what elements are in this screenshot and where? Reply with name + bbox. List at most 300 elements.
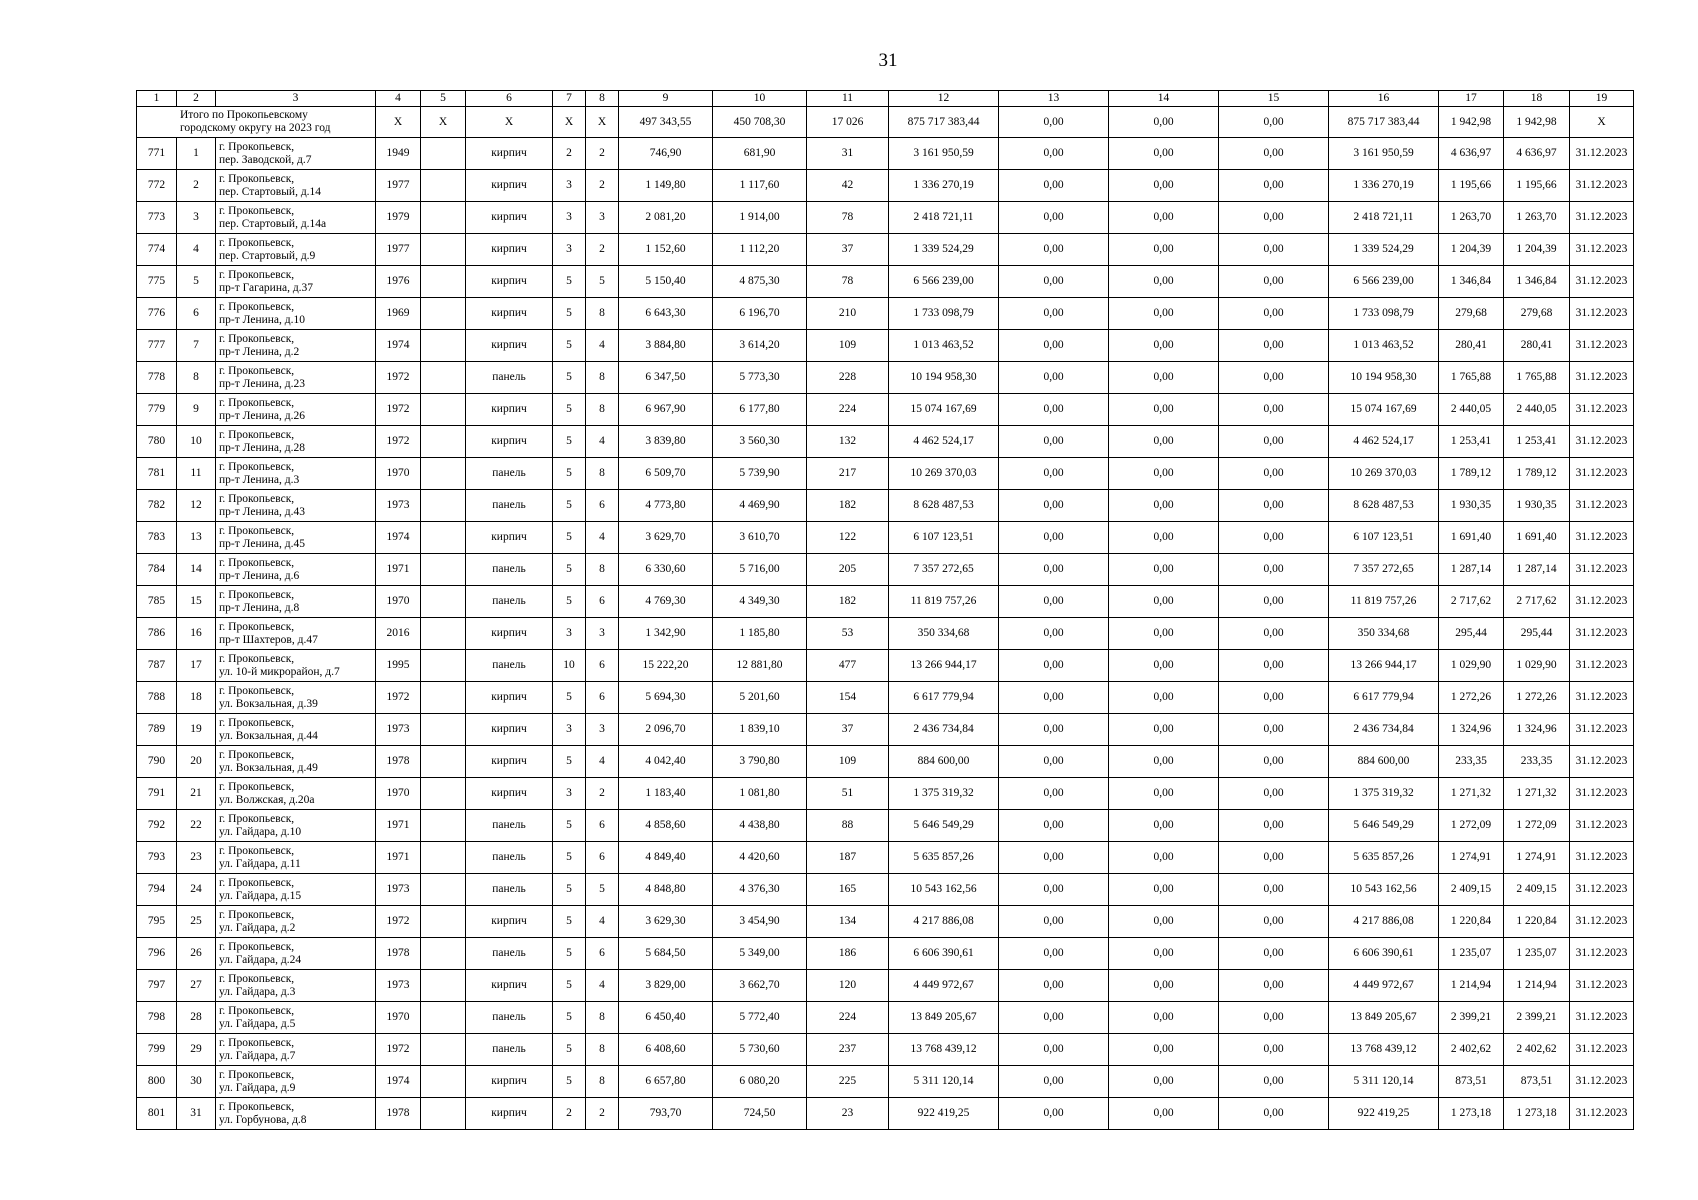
year-cell: 1970 <box>376 1002 421 1034</box>
col16-cell: 6 617 779,94 <box>1329 682 1439 714</box>
entrances-cell: 8 <box>586 1002 619 1034</box>
col16-cell: 1 336 270,19 <box>1329 170 1439 202</box>
material-cell: панель <box>466 842 553 874</box>
total-area-cell: 4 042,40 <box>619 746 713 778</box>
living-area-cell: 5 773,30 <box>713 362 807 394</box>
row-number-cell: 779 <box>137 394 177 426</box>
col15-cell: 0,00 <box>1219 682 1329 714</box>
col15-cell: 0,00 <box>1219 490 1329 522</box>
col15-cell: 0,00 <box>1219 778 1329 810</box>
material-cell: кирпич <box>466 778 553 810</box>
col18-cell: 280,41 <box>1504 330 1570 362</box>
cost-cell: 10 194 958,30 <box>889 362 999 394</box>
date-cell: 31.12.2023 <box>1570 490 1634 522</box>
residents-cell: 165 <box>807 874 889 906</box>
col15-cell: 0,00 <box>1219 650 1329 682</box>
total-area-cell: 1 152,60 <box>619 234 713 266</box>
address-cell <box>216 1098 376 1130</box>
address-street: ул. Гайдара, д.24 <box>219 953 302 966</box>
local-number-cell: 8 <box>177 362 216 394</box>
column5-cell <box>421 298 466 330</box>
col13-cell: 0,00 <box>999 682 1109 714</box>
col18-cell: 233,35 <box>1504 746 1570 778</box>
address-cell <box>216 1002 376 1034</box>
total-area-cell: 5 684,50 <box>619 938 713 970</box>
row-number-cell: 782 <box>137 490 177 522</box>
address-city: г. Прокопьевск, <box>219 1068 295 1081</box>
material-cell: панель <box>466 554 553 586</box>
address-city: г. Прокопьевск, <box>219 204 295 217</box>
row-number-cell: 772 <box>137 170 177 202</box>
living-area-cell: 3 790,80 <box>713 746 807 778</box>
date-cell: 31.12.2023 <box>1570 138 1634 170</box>
column-number-row <box>137 91 1634 107</box>
table-row <box>137 1002 1634 1034</box>
total-label-cell <box>137 107 376 138</box>
entrances-cell: 6 <box>586 490 619 522</box>
col17-cell: 1 287,14 <box>1439 554 1504 586</box>
floors-cell: 3 <box>553 170 586 202</box>
column5-cell <box>421 714 466 746</box>
entrances-cell: 5 <box>586 266 619 298</box>
address-street: пр-т Ленина, д.43 <box>219 505 306 518</box>
local-number-cell: 26 <box>177 938 216 970</box>
col18-cell: 1 272,26 <box>1504 682 1570 714</box>
column-header: 1 <box>137 91 177 107</box>
column-header: 7 <box>553 91 586 107</box>
cost-cell: 6 566 239,00 <box>889 266 999 298</box>
col16-cell: 2 418 721,11 <box>1329 202 1439 234</box>
col18-cell: 1 195,66 <box>1504 170 1570 202</box>
column5-cell <box>421 682 466 714</box>
address-street: ул. Гайдара, д.15 <box>219 889 302 902</box>
total-area-cell: 3 829,00 <box>619 970 713 1002</box>
residents-cell: 224 <box>807 1002 889 1034</box>
year-cell: 1974 <box>376 1066 421 1098</box>
floors-cell: 5 <box>553 874 586 906</box>
column-header: 2 <box>177 91 216 107</box>
local-number-cell: 2 <box>177 170 216 202</box>
address-city: г. Прокопьевск, <box>219 1004 295 1017</box>
entrances-cell: 2 <box>586 234 619 266</box>
address-city: г. Прокопьевск, <box>219 300 295 313</box>
cost-cell: 4 449 972,67 <box>889 970 999 1002</box>
col14-cell: 0,00 <box>1109 586 1219 618</box>
local-number-cell: 10 <box>177 426 216 458</box>
entrances-cell: 2 <box>586 778 619 810</box>
year-cell: 1977 <box>376 170 421 202</box>
total-area-cell: 6 643,30 <box>619 298 713 330</box>
address-street: ул. Вокзальная, д.49 <box>219 761 318 774</box>
col14-cell: 0,00 <box>1109 938 1219 970</box>
col18-cell: 2 440,05 <box>1504 394 1570 426</box>
entrances-cell: 6 <box>586 938 619 970</box>
col16-cell: 13 768 439,12 <box>1329 1034 1439 1066</box>
material-cell: кирпич <box>466 522 553 554</box>
material-cell: кирпич <box>466 906 553 938</box>
col13-cell: 0,00 <box>999 266 1109 298</box>
address-street: пер. Заводской, д.7 <box>219 153 312 166</box>
residents-cell: 154 <box>807 682 889 714</box>
date-cell: 31.12.2023 <box>1570 618 1634 650</box>
local-number-cell: 16 <box>177 618 216 650</box>
address-city: г. Прокопьевск, <box>219 876 295 889</box>
local-number-cell: 29 <box>177 1034 216 1066</box>
total-area-cell: 3 629,70 <box>619 522 713 554</box>
living-area-cell: 4 438,80 <box>713 810 807 842</box>
date-cell: 31.12.2023 <box>1570 1066 1634 1098</box>
col16-cell: 4 462 524,17 <box>1329 426 1439 458</box>
floors-cell: 2 <box>553 1098 586 1130</box>
col13-cell: 0,00 <box>999 714 1109 746</box>
table-row <box>137 490 1634 522</box>
table-row <box>137 970 1634 1002</box>
total-label-line2: городскому округу на 2023 год <box>180 122 331 134</box>
living-area-cell: 3 614,20 <box>713 330 807 362</box>
col18-cell: 1 324,96 <box>1504 714 1570 746</box>
floors-cell: 5 <box>553 810 586 842</box>
address-city: г. Прокопьевск, <box>219 556 295 569</box>
table-row <box>137 138 1634 170</box>
col14-cell: 0,00 <box>1109 874 1219 906</box>
address-cell <box>216 554 376 586</box>
residents-cell: 37 <box>807 714 889 746</box>
address-street: ул. Гайдара, д.11 <box>219 857 301 870</box>
table-row <box>137 810 1634 842</box>
total-area-cell: 6 509,70 <box>619 458 713 490</box>
total-area-cell: 5 150,40 <box>619 266 713 298</box>
col18-cell: 2 409,15 <box>1504 874 1570 906</box>
column-header: 5 <box>421 91 466 107</box>
living-area-cell: 4 420,60 <box>713 842 807 874</box>
col17-cell: 1 272,26 <box>1439 682 1504 714</box>
col18-cell: 1 271,32 <box>1504 778 1570 810</box>
total-area-cell: 3 884,80 <box>619 330 713 362</box>
material-cell: кирпич <box>466 714 553 746</box>
address-street: ул. Гайдара, д.9 <box>219 1081 296 1094</box>
table-row <box>137 586 1634 618</box>
address-street: ул. Вокзальная, д.44 <box>219 729 318 742</box>
cost-cell: 1 013 463,52 <box>889 330 999 362</box>
col13-cell: 0,00 <box>999 1034 1109 1066</box>
living-area-cell: 12 881,80 <box>713 650 807 682</box>
col15-cell: 0,00 <box>1219 874 1329 906</box>
date-cell: 31.12.2023 <box>1570 298 1634 330</box>
entrances-cell: 8 <box>586 394 619 426</box>
address-city: г. Прокопьевск, <box>219 780 295 793</box>
entrances-cell: 3 <box>586 618 619 650</box>
residents-cell: 187 <box>807 842 889 874</box>
col15-cell: 0,00 <box>1219 810 1329 842</box>
table-row <box>137 554 1634 586</box>
residents-cell: 37 <box>807 234 889 266</box>
col16-cell: 5 311 120,14 <box>1329 1066 1439 1098</box>
year-cell: 1970 <box>376 586 421 618</box>
total-area-cell: 2 096,70 <box>619 714 713 746</box>
address-cell <box>216 170 376 202</box>
total-cell: 875 717 383,44 <box>1329 107 1439 138</box>
material-cell: кирпич <box>466 266 553 298</box>
address-cell <box>216 938 376 970</box>
living-area-cell: 681,90 <box>713 138 807 170</box>
table-row <box>137 458 1634 490</box>
address-street: ул. Гайдара, д.2 <box>219 921 296 934</box>
local-number-cell: 30 <box>177 1066 216 1098</box>
cost-cell: 1 375 319,32 <box>889 778 999 810</box>
col17-cell: 2 402,62 <box>1439 1034 1504 1066</box>
col14-cell: 0,00 <box>1109 266 1219 298</box>
page-number: 31 <box>878 50 898 71</box>
address-street: ул. Вокзальная, д.39 <box>219 697 318 710</box>
col15-cell: 0,00 <box>1219 298 1329 330</box>
total-cell: 875 717 383,44 <box>889 107 999 138</box>
cost-cell: 2 436 734,84 <box>889 714 999 746</box>
col16-cell: 15 074 167,69 <box>1329 394 1439 426</box>
column-header: 10 <box>713 91 807 107</box>
row-number-cell: 771 <box>137 138 177 170</box>
col14-cell: 0,00 <box>1109 618 1219 650</box>
material-cell: кирпич <box>466 330 553 362</box>
col16-cell: 6 606 390,61 <box>1329 938 1439 970</box>
local-number-cell: 18 <box>177 682 216 714</box>
local-number-cell: 19 <box>177 714 216 746</box>
living-area-cell: 5 349,00 <box>713 938 807 970</box>
year-cell: 1970 <box>376 458 421 490</box>
address-cell <box>216 810 376 842</box>
living-area-cell: 5 730,60 <box>713 1034 807 1066</box>
address-street: ул. Горбунова, д.8 <box>219 1113 307 1126</box>
floors-cell: 10 <box>553 650 586 682</box>
col14-cell: 0,00 <box>1109 810 1219 842</box>
col13-cell: 0,00 <box>999 138 1109 170</box>
table-row <box>137 202 1634 234</box>
floors-cell: 5 <box>553 586 586 618</box>
date-cell: 31.12.2023 <box>1570 458 1634 490</box>
total-cell: 0,00 <box>999 107 1109 138</box>
material-cell: кирпич <box>466 970 553 1002</box>
entrances-cell: 8 <box>586 362 619 394</box>
col13-cell: 0,00 <box>999 778 1109 810</box>
col16-cell: 7 357 272,65 <box>1329 554 1439 586</box>
col17-cell: 1 274,91 <box>1439 842 1504 874</box>
column5-cell <box>421 554 466 586</box>
residents-cell: 134 <box>807 906 889 938</box>
local-number-cell: 6 <box>177 298 216 330</box>
material-cell: панель <box>466 490 553 522</box>
floors-cell: 2 <box>553 138 586 170</box>
col15-cell: 0,00 <box>1219 266 1329 298</box>
residents-cell: 109 <box>807 330 889 362</box>
col13-cell: 0,00 <box>999 970 1109 1002</box>
col13-cell: 0,00 <box>999 490 1109 522</box>
col16-cell: 1 375 319,32 <box>1329 778 1439 810</box>
col17-cell: 1 273,18 <box>1439 1098 1504 1130</box>
cost-cell: 4 217 886,08 <box>889 906 999 938</box>
entrances-cell: 6 <box>586 650 619 682</box>
col13-cell: 0,00 <box>999 458 1109 490</box>
year-cell: 1972 <box>376 906 421 938</box>
col17-cell: 873,51 <box>1439 1066 1504 1098</box>
total-area-cell: 4 858,60 <box>619 810 713 842</box>
cost-cell: 884 600,00 <box>889 746 999 778</box>
table-row <box>137 778 1634 810</box>
col13-cell: 0,00 <box>999 170 1109 202</box>
address-cell <box>216 906 376 938</box>
local-number-cell: 20 <box>177 746 216 778</box>
address-city: г. Прокопьевск, <box>219 236 295 249</box>
col13-cell: 0,00 <box>999 842 1109 874</box>
col15-cell: 0,00 <box>1219 458 1329 490</box>
address-cell <box>216 714 376 746</box>
col18-cell: 4 636,97 <box>1504 138 1570 170</box>
col14-cell: 0,00 <box>1109 458 1219 490</box>
residents-cell: 182 <box>807 490 889 522</box>
column-header: 18 <box>1504 91 1570 107</box>
cost-cell: 15 074 167,69 <box>889 394 999 426</box>
total-row <box>137 107 1634 138</box>
address-city: г. Прокопьевск, <box>219 172 295 185</box>
col16-cell: 8 628 487,53 <box>1329 490 1439 522</box>
date-cell: 31.12.2023 <box>1570 778 1634 810</box>
material-cell: панель <box>466 1002 553 1034</box>
address-cell <box>216 1066 376 1098</box>
floors-cell: 5 <box>553 554 586 586</box>
col17-cell: 1 930,35 <box>1439 490 1504 522</box>
total-area-cell: 6 657,80 <box>619 1066 713 1098</box>
floors-cell: 5 <box>553 362 586 394</box>
floors-cell: 5 <box>553 426 586 458</box>
date-cell: 31.12.2023 <box>1570 234 1634 266</box>
col15-cell: 0,00 <box>1219 202 1329 234</box>
col16-cell: 1 339 524,29 <box>1329 234 1439 266</box>
date-cell: 31.12.2023 <box>1570 266 1634 298</box>
column-header: 16 <box>1329 91 1439 107</box>
address-street: пр-т Ленина, д.28 <box>219 441 306 454</box>
col17-cell: 280,41 <box>1439 330 1504 362</box>
entrances-cell: 4 <box>586 330 619 362</box>
date-cell: 31.12.2023 <box>1570 906 1634 938</box>
col13-cell: 0,00 <box>999 426 1109 458</box>
address-street: пр-т Гагарина, д.37 <box>219 281 314 294</box>
residents-cell: 186 <box>807 938 889 970</box>
living-area-cell: 5 772,40 <box>713 1002 807 1034</box>
year-cell: 1949 <box>376 138 421 170</box>
address-city: г. Прокопьевск, <box>219 716 295 729</box>
row-number-cell: 798 <box>137 1002 177 1034</box>
cost-cell: 3 161 950,59 <box>889 138 999 170</box>
cost-cell: 4 462 524,17 <box>889 426 999 458</box>
col17-cell: 1 214,94 <box>1439 970 1504 1002</box>
local-number-cell: 9 <box>177 394 216 426</box>
column-header: 19 <box>1570 91 1634 107</box>
col15-cell: 0,00 <box>1219 426 1329 458</box>
cost-cell: 5 646 549,29 <box>889 810 999 842</box>
column5-cell <box>421 202 466 234</box>
col17-cell: 1 271,32 <box>1439 778 1504 810</box>
living-area-cell: 4 376,30 <box>713 874 807 906</box>
row-number-cell: 787 <box>137 650 177 682</box>
column-header: 8 <box>586 91 619 107</box>
residents-cell: 217 <box>807 458 889 490</box>
col15-cell: 0,00 <box>1219 714 1329 746</box>
row-number-cell: 785 <box>137 586 177 618</box>
address-cell <box>216 362 376 394</box>
col14-cell: 0,00 <box>1109 362 1219 394</box>
date-cell: 31.12.2023 <box>1570 650 1634 682</box>
row-number-cell: 780 <box>137 426 177 458</box>
entrances-cell: 8 <box>586 298 619 330</box>
table-row <box>137 394 1634 426</box>
floors-cell: 5 <box>553 906 586 938</box>
row-number-cell: 789 <box>137 714 177 746</box>
date-cell: 31.12.2023 <box>1570 682 1634 714</box>
floors-cell: 5 <box>553 746 586 778</box>
total-cell: 450 708,30 <box>713 107 807 138</box>
address-cell <box>216 138 376 170</box>
entrances-cell: 4 <box>586 906 619 938</box>
column5-cell <box>421 650 466 682</box>
column-header: 14 <box>1109 91 1219 107</box>
column5-cell <box>421 362 466 394</box>
col16-cell: 1 733 098,79 <box>1329 298 1439 330</box>
address-cell <box>216 298 376 330</box>
col18-cell: 2 717,62 <box>1504 586 1570 618</box>
cost-cell: 10 543 162,56 <box>889 874 999 906</box>
material-cell: кирпич <box>466 394 553 426</box>
entrances-cell: 4 <box>586 970 619 1002</box>
total-area-cell: 5 694,30 <box>619 682 713 714</box>
col14-cell: 0,00 <box>1109 970 1219 1002</box>
address-city: г. Прокопьевск, <box>219 332 295 345</box>
year-cell: 1978 <box>376 938 421 970</box>
total-cell: X <box>421 107 466 138</box>
date-cell: 31.12.2023 <box>1570 394 1634 426</box>
total-cell: 17 026 <box>807 107 889 138</box>
column5-cell <box>421 490 466 522</box>
residents-cell: 120 <box>807 970 889 1002</box>
col18-cell: 1 930,35 <box>1504 490 1570 522</box>
local-number-cell: 11 <box>177 458 216 490</box>
col17-cell: 1 204,39 <box>1439 234 1504 266</box>
col13-cell: 0,00 <box>999 746 1109 778</box>
column5-cell <box>421 170 466 202</box>
material-cell: панель <box>466 1034 553 1066</box>
col17-cell: 233,35 <box>1439 746 1504 778</box>
column5-cell <box>421 426 466 458</box>
cost-cell: 11 819 757,26 <box>889 586 999 618</box>
living-area-cell: 4 349,30 <box>713 586 807 618</box>
address-city: г. Прокопьевск, <box>219 972 295 985</box>
col16-cell: 1 013 463,52 <box>1329 330 1439 362</box>
col15-cell: 0,00 <box>1219 362 1329 394</box>
table-row <box>137 266 1634 298</box>
floors-cell: 5 <box>553 330 586 362</box>
living-area-cell: 3 662,70 <box>713 970 807 1002</box>
local-number-cell: 31 <box>177 1098 216 1130</box>
col13-cell: 0,00 <box>999 1098 1109 1130</box>
floors-cell: 3 <box>553 714 586 746</box>
floors-cell: 5 <box>553 938 586 970</box>
table-row <box>137 1034 1634 1066</box>
floors-cell: 5 <box>553 1034 586 1066</box>
date-cell: 31.12.2023 <box>1570 330 1634 362</box>
address-cell <box>216 778 376 810</box>
col18-cell: 1 235,07 <box>1504 938 1570 970</box>
total-cell: 1 942,98 <box>1504 107 1570 138</box>
date-cell: 31.12.2023 <box>1570 202 1634 234</box>
col16-cell: 6 107 123,51 <box>1329 522 1439 554</box>
residents-cell: 109 <box>807 746 889 778</box>
